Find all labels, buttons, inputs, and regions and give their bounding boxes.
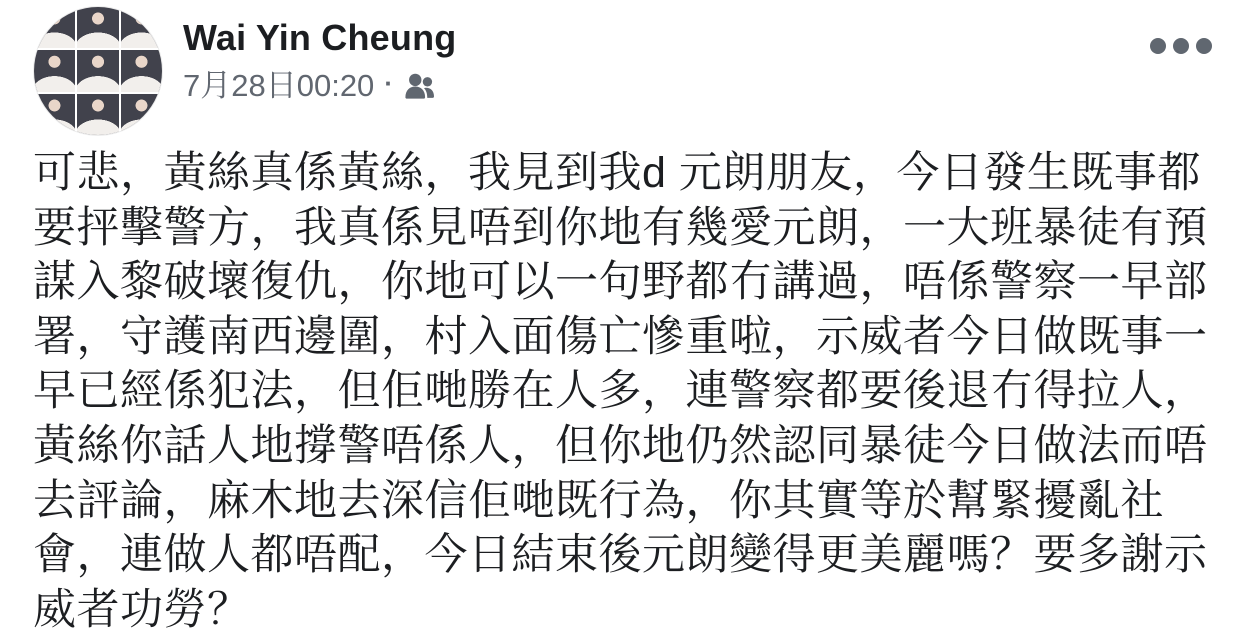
avatar-collage-cell xyxy=(77,7,118,48)
post-content xyxy=(0,146,1242,637)
avatar-collage-cell xyxy=(121,50,162,91)
post-header-text xyxy=(183,6,456,104)
avatar-collage-cell xyxy=(77,94,118,135)
post-header xyxy=(0,0,1242,136)
post-text-line: 早已經係犯法，但佢哋勝在人多，連警察都要後退冇得拉人， xyxy=(33,367,1208,416)
ellipsis-icon xyxy=(1173,38,1189,54)
timestamp[interactable]: 7月28日00:20 xyxy=(183,68,375,104)
post-text-line: 去評論，麻木地去深信佢哋既行為，你其實等於幫緊擾亂社 xyxy=(33,476,1164,525)
post-meta xyxy=(183,67,456,104)
post-text-line: 威者功勞？ xyxy=(33,585,251,634)
avatar-collage-cell xyxy=(121,94,162,135)
avatar-collage-cell xyxy=(34,94,75,135)
avatar-photo-collage xyxy=(34,7,162,135)
meta-separator: · xyxy=(384,68,393,99)
friends-privacy-icon xyxy=(403,71,435,101)
avatar-collage-cell xyxy=(34,7,75,48)
post-text-line: 會，連做人都唔配，今日結束後元朗變得更美麗嗎？要多謝示 xyxy=(33,531,1208,580)
post-text-line: 要抨擊警方，我真係見唔到你地有幾愛元朗，一大班暴徒有預 xyxy=(33,203,1208,252)
avatar[interactable] xyxy=(33,6,163,136)
post-text-line: 黃絲你話人地撐警唔係人，但你地仍然認同暴徒今日做法而唔 xyxy=(33,421,1208,470)
avatar-collage-cell xyxy=(77,50,118,91)
post-options-button[interactable] xyxy=(1146,34,1216,58)
ellipsis-icon xyxy=(1196,38,1212,54)
avatar-collage-cell xyxy=(34,50,75,91)
post-text-line: 謀入黎破壞復仇，你地可以一句野都冇講過，唔係警察一早部 xyxy=(33,258,1208,307)
post-text-line: 可悲，黃絲真係黃絲，我見到我d 元朗朋友，今日發生既事都 xyxy=(33,149,1201,197)
post-text-line: 署，守護南西邊圍，村入面傷亡慘重啦，示威者今日做既事一 xyxy=(33,312,1208,361)
avatar-collage-cell xyxy=(121,7,162,48)
ellipsis-icon xyxy=(1150,38,1166,54)
author-name[interactable]: Wai Yin Cheung xyxy=(183,17,457,58)
